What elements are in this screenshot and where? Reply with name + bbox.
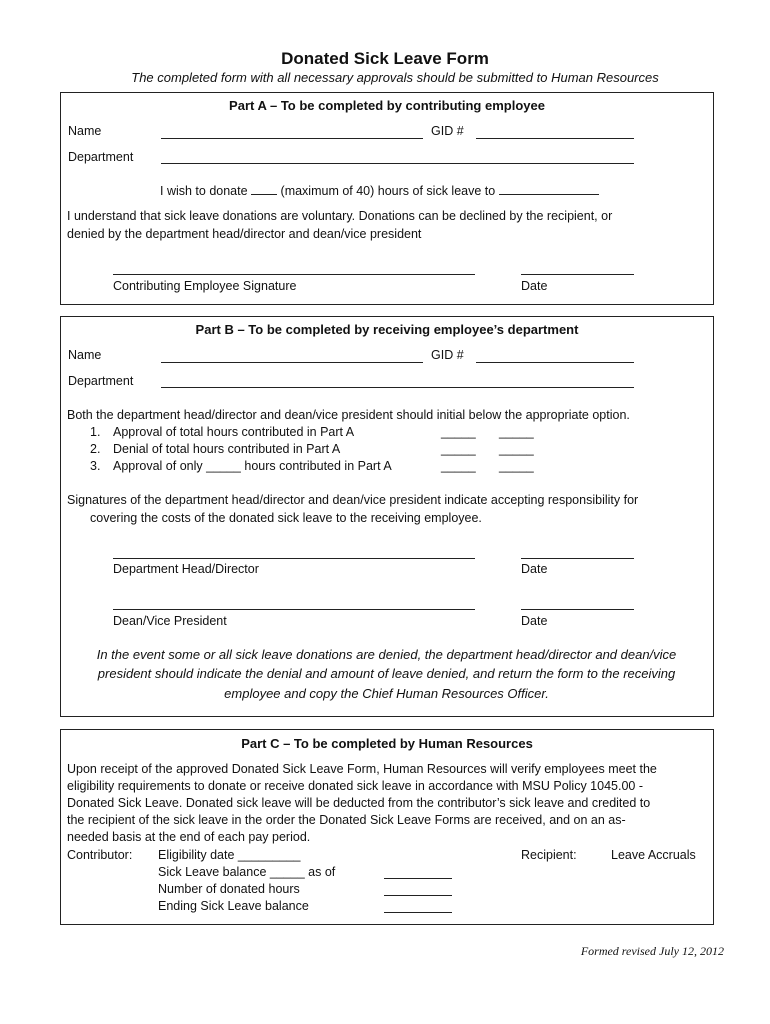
donate-line	[160, 184, 599, 198]
hr-paragraph-line-3: Donated Sick Leave. Donated sick leave will be deducted from the contributor’s sick leave and credited to	[67, 796, 651, 810]
donated-hours-label: Number of donated hours	[158, 882, 300, 896]
donate-middle: (maximum of 40) hours of sick leave to	[280, 184, 496, 198]
dean-signature-field[interactable]	[113, 609, 475, 610]
revision-footer: Formed revised July 12, 2012	[580, 944, 724, 958]
sick-balance-row	[158, 865, 335, 879]
recipient-label: Recipient:	[521, 848, 577, 862]
contributing-signature-label: Contributing Employee Signature	[113, 279, 297, 293]
leave-accruals-label: Leave Accruals	[611, 848, 696, 862]
form-title: Donated Sick Leave Form	[281, 49, 489, 68]
part-c-heading: Part C – To be completed by Human Resources	[241, 736, 533, 751]
part-b-gid-field[interactable]	[476, 362, 634, 363]
dean-date-field[interactable]	[521, 609, 634, 610]
option-1-head-initial[interactable]: _____	[441, 425, 476, 439]
option-2-head-initial[interactable]: _____	[441, 442, 476, 456]
part-c-section	[60, 729, 714, 925]
option-3-hours-field[interactable]: _____	[206, 459, 241, 473]
part-a-department-label: Department	[68, 150, 134, 164]
denial-notice-line-3: employee and copy the Chief Human Resources Officer.	[224, 686, 549, 701]
part-b-section	[60, 316, 714, 717]
sick-balance-label: Sick Leave balance	[158, 865, 267, 879]
part-a-department-field[interactable]	[161, 163, 634, 164]
ending-balance-field[interactable]	[384, 912, 452, 913]
option-3-number: 3.	[90, 459, 101, 473]
contributing-signature-field[interactable]	[113, 274, 475, 275]
part-a-name-label: Name	[68, 124, 102, 138]
eligibility-date-label: Eligibility date	[158, 848, 235, 862]
initial-instructions: Both the department head/director and dean/vice president should initial below the appropriate option.	[67, 408, 630, 422]
option-3-text-after: hours contributed in Part A	[244, 459, 392, 473]
option-1-text: Approval of total hours contributed in Part A	[113, 425, 355, 439]
ending-balance-label: Ending Sick Leave balance	[158, 899, 309, 913]
part-b-department-field[interactable]	[161, 387, 634, 388]
hr-paragraph-line-4: the recipient of the sick leave in the order the Donated Sick Leave Forms are received, and on an as-	[67, 813, 626, 827]
form-subtitle: The completed form with all necessary approvals should be submitted to Human Resources	[131, 70, 659, 85]
part-a-gid-label: GID #	[431, 124, 464, 138]
part-a-heading: Part A – To be completed by contributing employee	[229, 98, 545, 113]
option-2-dean-initial[interactable]: _____	[499, 442, 534, 456]
part-a-date-label: Date	[521, 279, 548, 293]
eligibility-date-field[interactable]: _________	[237, 848, 301, 862]
as-of-label: as of	[308, 865, 336, 879]
part-b-gid-label: GID #	[431, 348, 464, 362]
signatures-line-1: Signatures of the department head/director and dean/vice president indicate accepting responsibility for	[67, 493, 639, 507]
as-of-date-field[interactable]	[384, 878, 452, 879]
part-a-gid-field[interactable]	[476, 138, 634, 139]
donate-recipient-field[interactable]	[499, 194, 599, 195]
option-3-head-initial[interactable]: _____	[441, 459, 476, 473]
donate-prefix: I wish to donate	[160, 184, 248, 198]
understand-line-1: I understand that sick leave donations are voluntary. Donations can be declined by the recipient, or	[67, 209, 613, 223]
part-b-name-label: Name	[68, 348, 102, 362]
denial-notice-line-1: In the event some or all sick leave donations are denied, the department head/director and dean/vice	[96, 647, 677, 662]
department-head-signature-field[interactable]	[113, 558, 475, 559]
part-a-name-field[interactable]	[161, 138, 423, 139]
signatures-line-2: covering the costs of the donated sick leave to the receiving employee.	[90, 511, 482, 525]
contributor-label: Contributor:	[67, 848, 133, 862]
part-a-date-field[interactable]	[521, 274, 634, 275]
part-a-section	[60, 92, 714, 305]
hr-paragraph-line-5: needed basis at the end of each pay period.	[67, 830, 311, 844]
option-3-text-before: Approval of only	[113, 459, 203, 473]
donated-hours-field[interactable]	[384, 895, 452, 896]
department-head-label: Department Head/Director	[113, 562, 259, 576]
head-date-label: Date	[521, 562, 548, 576]
option-1-number: 1.	[90, 425, 101, 439]
option-2-text: Denial of total hours contributed in Part A	[113, 442, 341, 456]
option-2-number: 2.	[90, 442, 101, 456]
part-b-department-label: Department	[68, 374, 134, 388]
hr-paragraph-line-1: Upon receipt of the approved Donated Sick Leave Form, Human Resources will verify employees meet the	[67, 762, 657, 776]
dean-date-label: Date	[521, 614, 548, 628]
denial-notice-line-2: president should indicate the denial and amount of leave denied, and return the form to the receiving	[97, 666, 676, 681]
understand-line-2: denied by the department head/director and dean/vice president	[67, 227, 422, 241]
part-b-heading: Part B – To be completed by receiving employee’s department	[195, 322, 579, 337]
option-1-dean-initial[interactable]: _____	[499, 425, 534, 439]
eligibility-date-row	[158, 848, 301, 862]
option-3-text	[113, 459, 392, 473]
dean-label: Dean/Vice President	[113, 614, 227, 628]
donate-hours-field[interactable]	[251, 194, 277, 195]
part-b-name-field[interactable]	[161, 362, 423, 363]
option-3-dean-initial[interactable]: _____	[499, 459, 534, 473]
head-date-field[interactable]	[521, 558, 634, 559]
hr-paragraph-line-2: eligibility requirements to donate or receive donated sick leave in accordance with MSU Policy 1045.00 -	[67, 779, 643, 793]
sick-balance-field[interactable]: _____	[269, 865, 305, 879]
